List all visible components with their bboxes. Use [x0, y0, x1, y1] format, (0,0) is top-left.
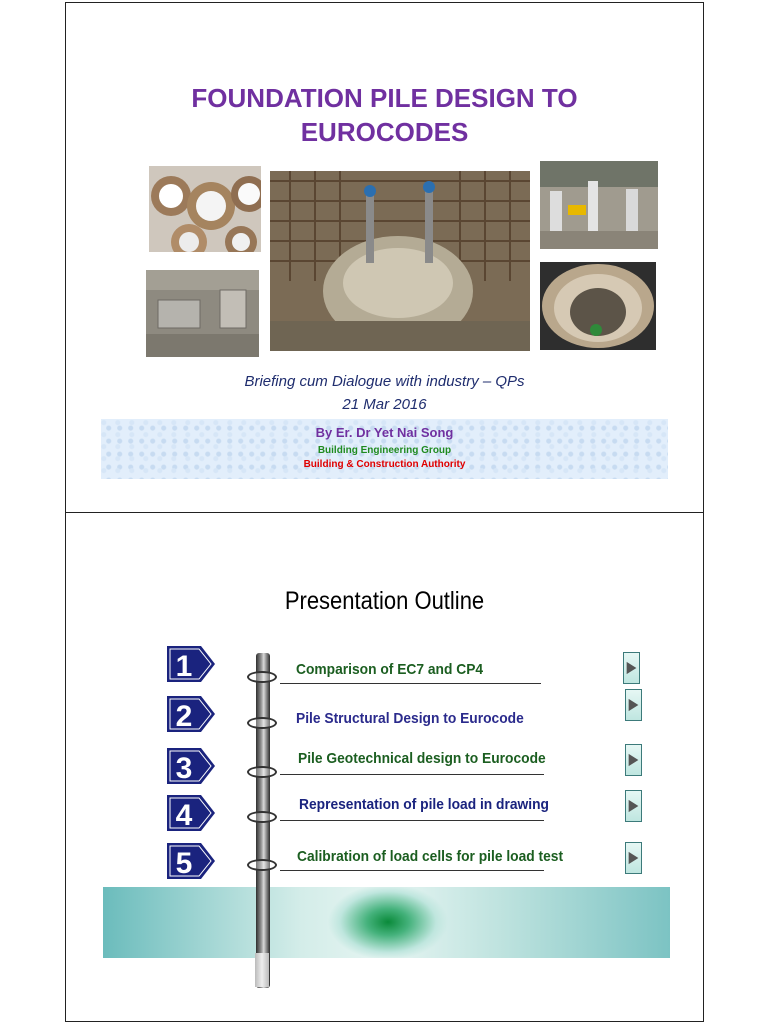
outline-item-1: Comparison of EC7 and CP4	[296, 661, 484, 678]
badge-number: 5	[175, 847, 193, 879]
pile-tip	[255, 953, 269, 987]
pile-ring	[247, 717, 277, 729]
number-badge-3	[167, 748, 215, 784]
rebar-cage-photo	[270, 171, 530, 351]
number-badge-4	[167, 795, 215, 831]
concrete-pipes-photo	[149, 166, 261, 252]
title-slide	[65, 2, 704, 513]
underline	[280, 870, 544, 871]
author-name: By Er. Dr Yet Nai Song	[315, 425, 454, 440]
organization-name: Building & Construction Authority	[303, 459, 466, 470]
nav-arrow-button-4[interactable]	[625, 790, 642, 822]
outline-item-5: Calibration of load cells for pile load test	[297, 848, 564, 865]
slide-title: FOUNDATION PILE DESIGN TO EUROCODES	[191, 83, 578, 147]
pile-ring	[247, 859, 277, 871]
department-name: Building Engineering Group	[317, 445, 452, 456]
nav-arrow-button-2[interactable]	[625, 689, 642, 721]
badge-number: 4	[175, 799, 193, 831]
outline-item-4: Representation of pile load in drawing	[299, 796, 549, 813]
pile-shaft-photo	[540, 262, 656, 350]
pile-ring	[247, 671, 277, 683]
nav-arrow-button-3[interactable]	[625, 744, 642, 776]
pile-blocks-photo	[146, 270, 259, 357]
outline-item-3: Pile Geotechnical design to Eurocode	[298, 750, 546, 767]
subtitle: Briefing cum Dialogue with industry – QPs	[244, 373, 525, 390]
construction-site-photo	[540, 161, 658, 249]
outline-slide	[65, 512, 704, 1022]
badge-number: 2	[175, 700, 193, 732]
badge-number: 1	[175, 650, 193, 682]
underline	[280, 774, 544, 775]
badge-number: 3	[175, 752, 193, 784]
number-badge-2	[167, 696, 215, 732]
underline	[280, 820, 544, 821]
number-badge-1	[167, 646, 215, 682]
number-badge-5	[167, 843, 215, 879]
ground-band	[103, 887, 670, 958]
outline-item-2: Pile Structural Design to Eurocode	[296, 710, 524, 727]
nav-arrow-button-5[interactable]	[625, 842, 642, 874]
underline	[280, 683, 541, 684]
pile-ring	[247, 811, 277, 823]
presentation-date: 21 Mar 2016	[342, 396, 427, 413]
author-panel	[101, 419, 668, 479]
pile-ring	[247, 766, 277, 778]
slide-title: Presentation Outline	[284, 587, 485, 615]
nav-arrow-button-1[interactable]	[623, 652, 640, 684]
